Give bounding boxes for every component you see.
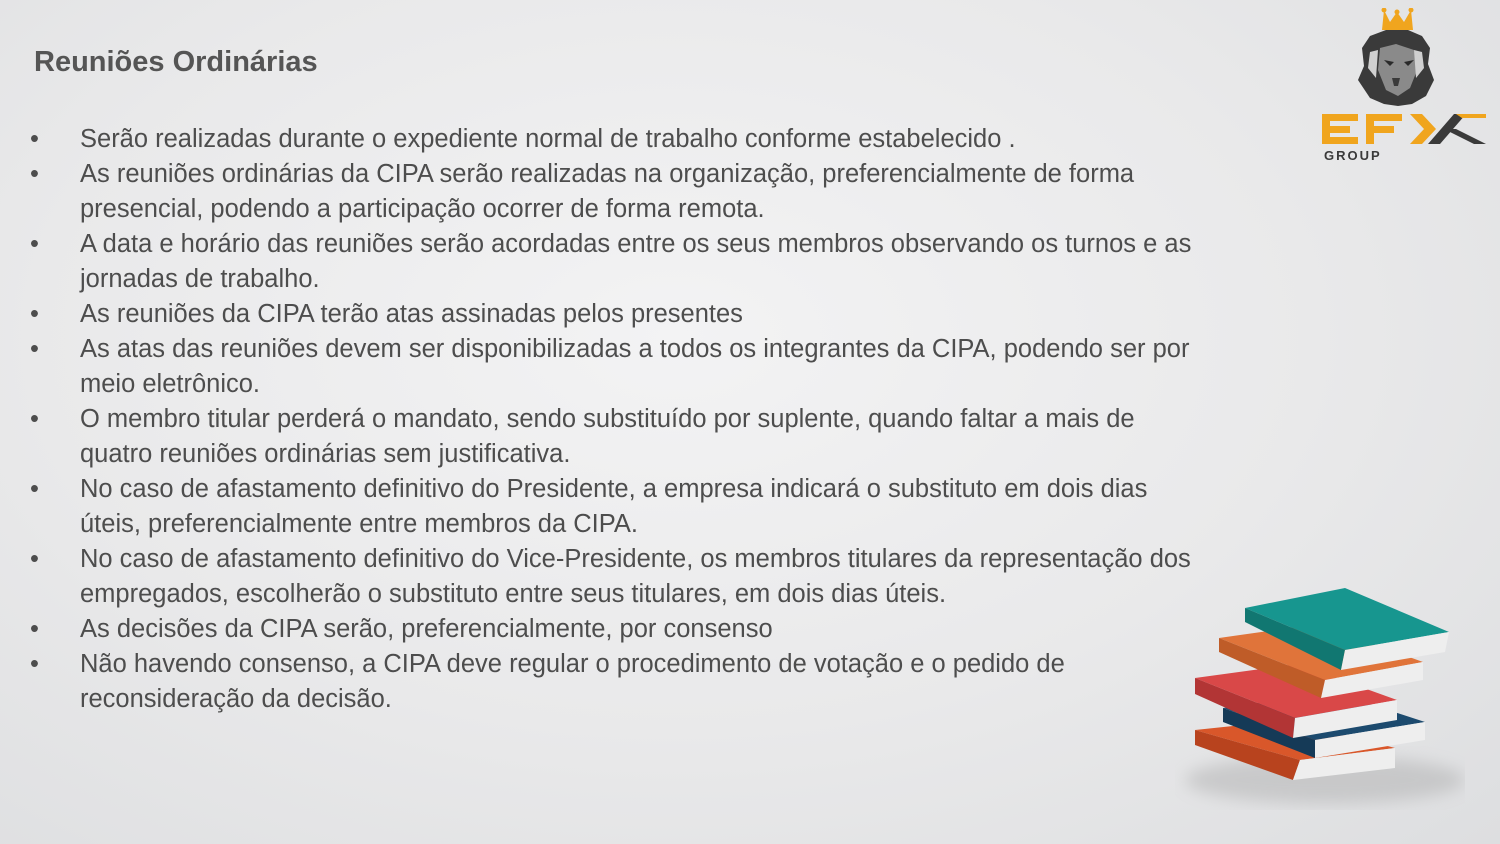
bullet-text: No caso de afastamento definitivo do Vice-Presidente, os membros titulares da representação dos empregados, escolherão o substituto entre seus titulares, em dois dias úteis.: [80, 545, 1191, 608]
crown-icon: [1382, 8, 1414, 30]
bullet-dot: •: [30, 160, 39, 188]
bullet-dot: •: [30, 230, 39, 258]
bullet-dot: •: [30, 545, 39, 573]
list-item: [30, 542, 1195, 612]
efx-group-logo: [1318, 8, 1490, 163]
list-item: [30, 157, 1195, 227]
slide-title: Reuniões Ordinárias: [34, 46, 318, 78]
list-item: [30, 332, 1195, 402]
bullet-dot: •: [30, 335, 39, 363]
bullet-list: [30, 122, 1195, 717]
bullet-text: A data e horário das reuniões serão acordadas entre os seus membros observando os turnos e as jornadas de trabalho.: [80, 230, 1192, 293]
bullet-dot: •: [30, 475, 39, 503]
list-item: [30, 122, 1195, 157]
books-stack-icon: [1175, 580, 1465, 810]
bullet-dot: •: [30, 405, 39, 433]
bullet-text: O membro titular perderá o mandato, sendo substituído por suplente, quando faltar a mais de quatro reuniões ordinárias sem justificativa.: [80, 405, 1135, 468]
bullet-text: As reuniões da CIPA terão atas assinadas pelos presentes: [80, 300, 743, 328]
list-item: [30, 402, 1195, 472]
list-item: [30, 472, 1195, 542]
bullet-text: Não havendo consenso, a CIPA deve regular o procedimento de votação e o pedido de reconsideração da decisão.: [80, 650, 1065, 713]
list-item: [30, 647, 1195, 717]
bullet-text: As reuniões ordinárias da CIPA serão realizadas na organização, preferencialmente de forma presencial, podendo a participação ocorrer de forma remota.: [80, 160, 1135, 223]
efx-wordmark: [1322, 114, 1486, 163]
bullet-dot: •: [30, 125, 39, 153]
lion-crown-icon: [1358, 30, 1434, 106]
list-item: [30, 612, 1195, 647]
list-item: [30, 227, 1195, 297]
bullet-text: Serão realizadas durante o expediente normal de trabalho conforme estabelecido .: [80, 125, 1016, 153]
bullet-text: As decisões da CIPA serão, preferencialmente, por consenso: [80, 615, 773, 643]
bullet-dot: •: [30, 300, 39, 328]
bullet-dot: •: [30, 650, 39, 678]
bullet-dot: •: [30, 615, 39, 643]
logo-subtitle: GROUP: [1324, 148, 1382, 163]
list-item: [30, 297, 1195, 332]
bullet-text: No caso de afastamento definitivo do Presidente, a empresa indicará o substituto em dois dias úteis, preferencialmente entre membros da CIPA.: [80, 475, 1148, 538]
bullet-text: As atas das reuniões devem ser disponibilizadas a todos os integrantes da CIPA, podendo ser por meio eletrônico.: [80, 335, 1190, 398]
